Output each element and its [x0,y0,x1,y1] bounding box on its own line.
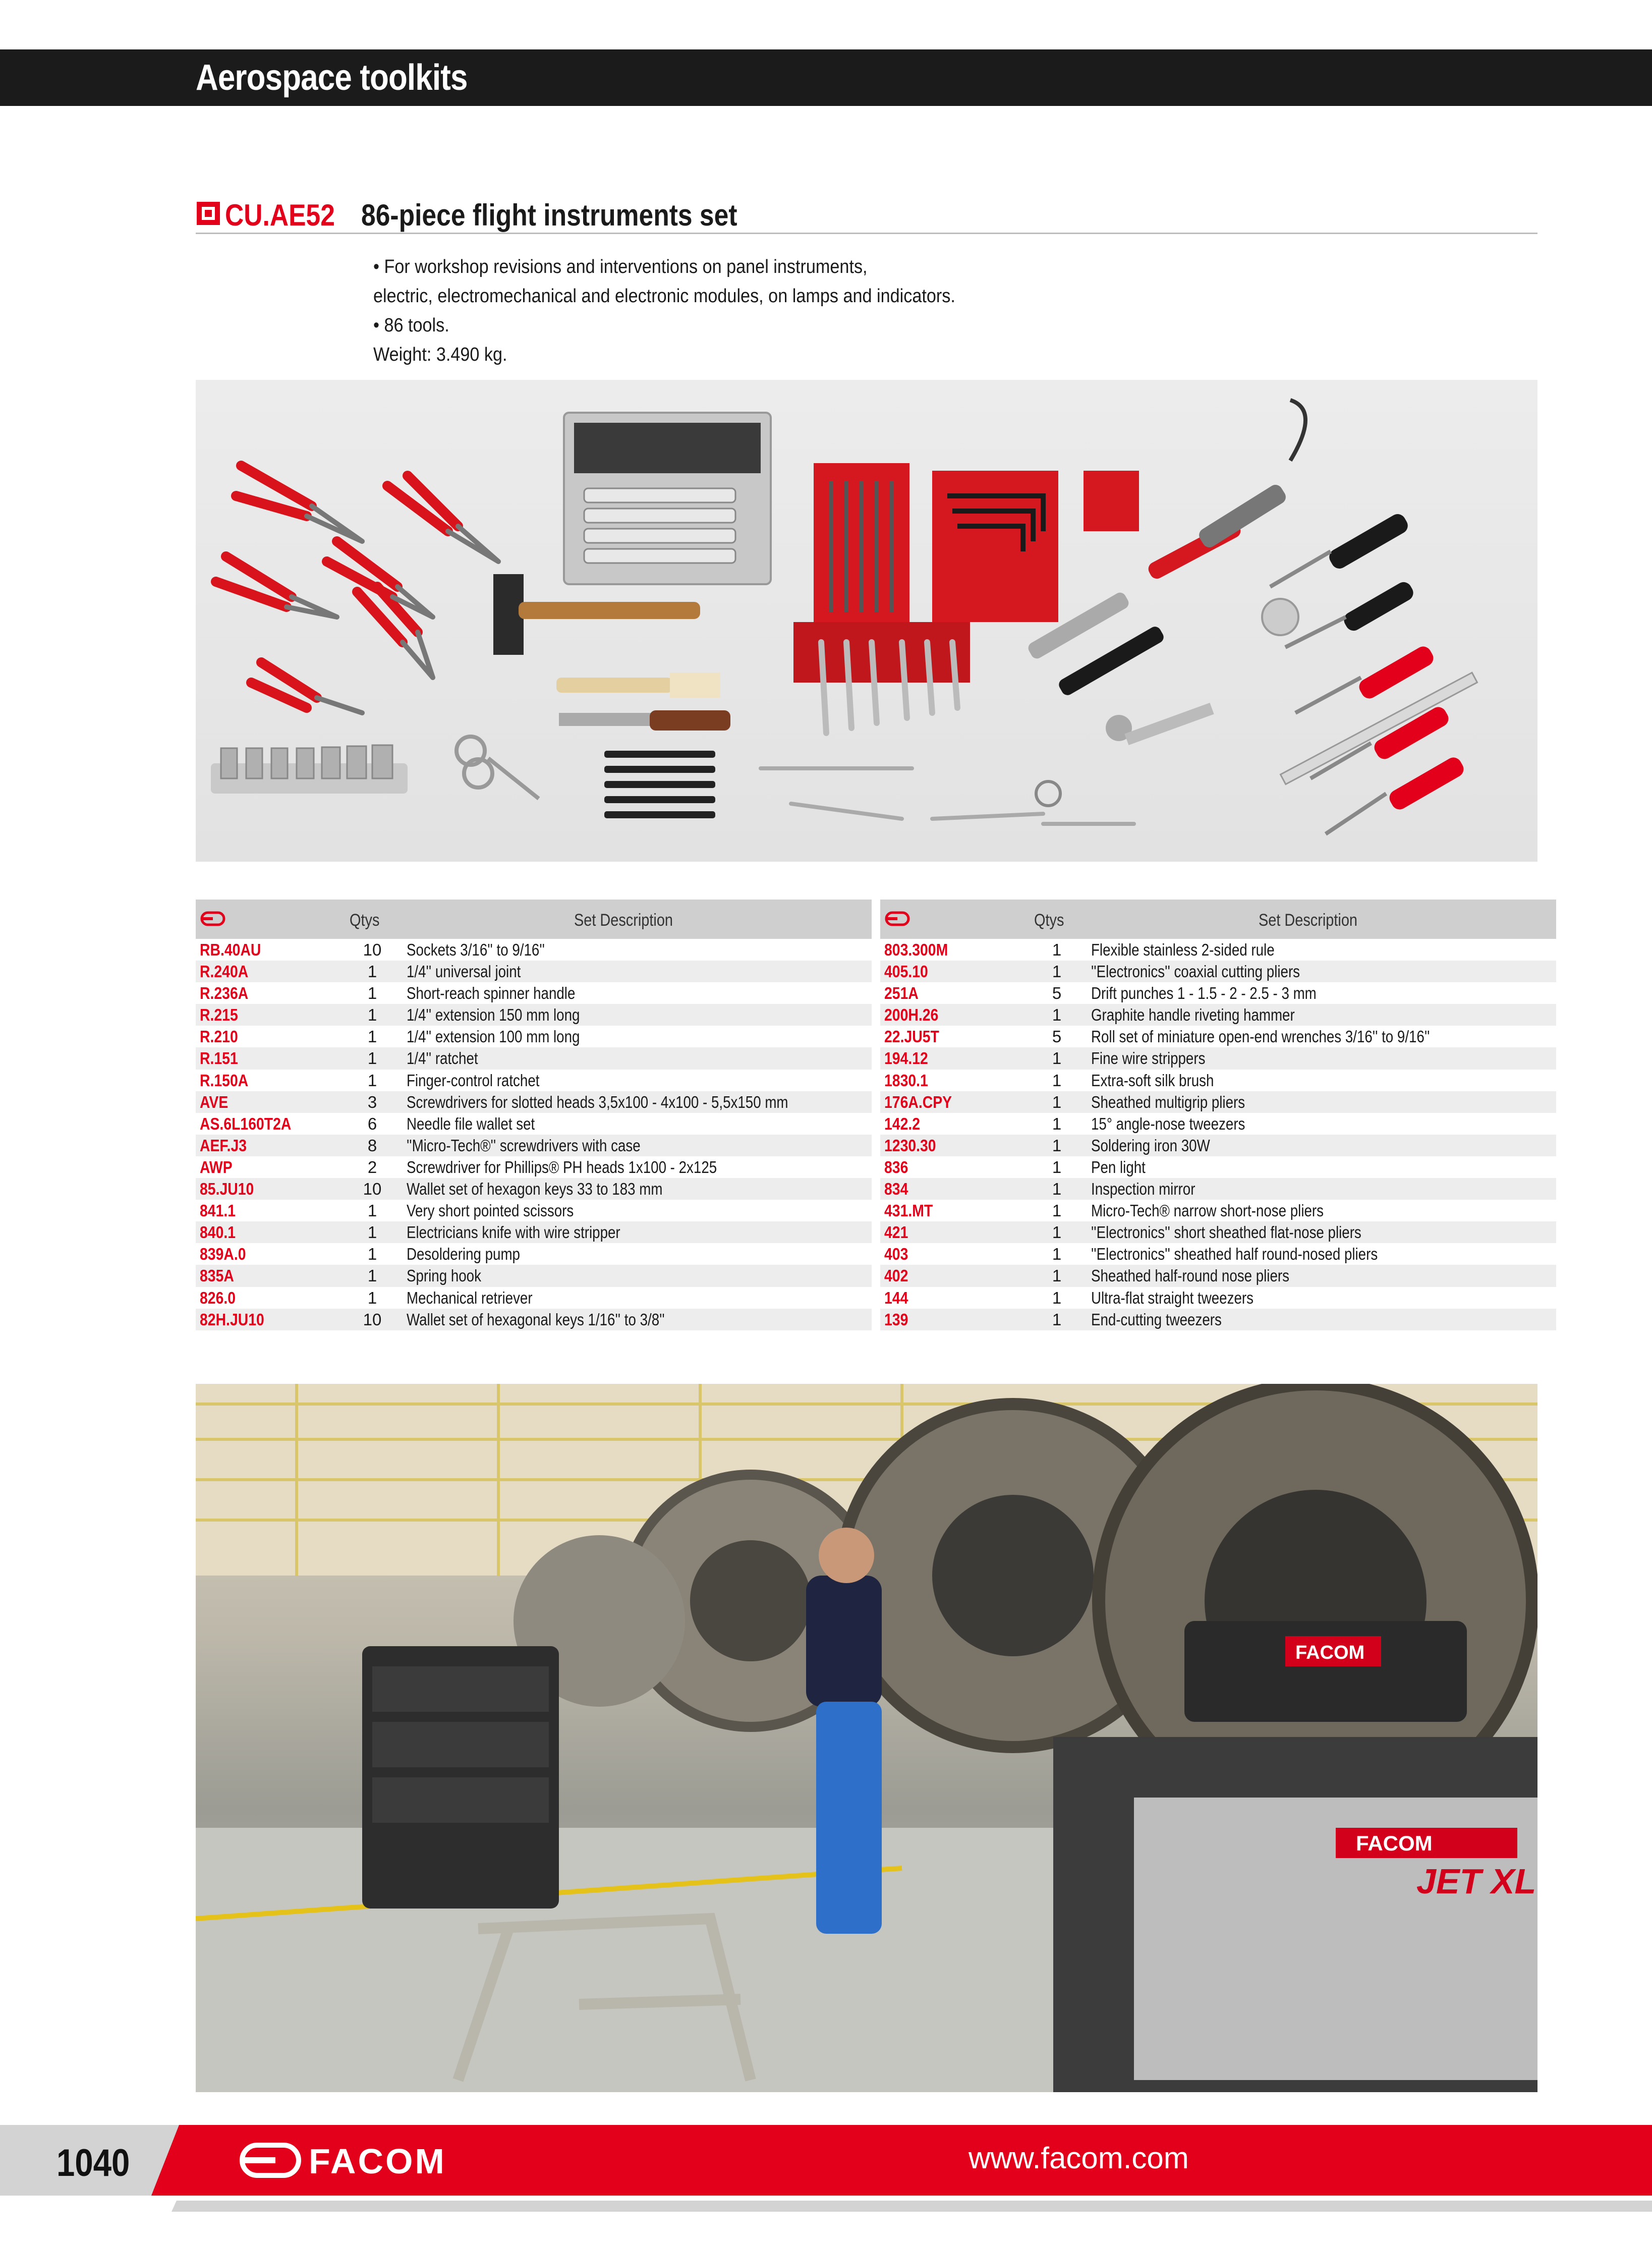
row-reference: 803.300M [884,940,948,959]
row-description: Fine wire strippers [1091,1049,1206,1068]
row-description: Screwdrivers for slotted heads 3,5x100 - 4x100 - 5,5x150 mm [407,1092,788,1111]
table-row [880,1091,1556,1113]
table-row [880,1026,1556,1047]
table-row [880,1265,1556,1286]
row-reference: AWP [200,1157,233,1176]
row-qty: 10 [363,940,382,959]
row-qty: 3 [367,1092,377,1111]
row-description: Inspection mirror [1091,1180,1195,1199]
description-line: • 86 tools. [373,315,449,336]
row-description: Sockets 3/16'' to 9/16'' [407,940,545,959]
row-reference: R.236A [200,984,249,1003]
facom-reference-icon [884,911,910,927]
row-reference: AEF.J3 [200,1136,247,1155]
table-row [880,1200,1556,1221]
row-description: Needle file wallet set [407,1114,535,1133]
row-qty: 10 [363,1310,382,1329]
table-row [196,1091,872,1113]
row-reference: 1830.1 [884,1071,928,1090]
table-row [880,1243,1556,1265]
table-row [196,1047,872,1069]
row-description: Extra-soft silk brush [1091,1071,1214,1090]
row-reference: 840.1 [200,1223,236,1242]
row-qty: 1 [367,1201,377,1220]
row-reference: 85.JU10 [200,1180,254,1199]
table-row [880,1178,1556,1200]
row-description: Wallet set of hexagon keys 33 to 183 mm [407,1180,663,1199]
row-qty: 1 [367,1049,377,1068]
row-description: Screwdriver for Phillips® PH heads 1x100 - 2x125 [407,1157,717,1176]
row-description: Spring hook [407,1266,481,1285]
tools-set-photo [196,380,1537,862]
table-row [196,1221,872,1243]
row-description: End-cutting tweezers [1091,1310,1222,1329]
row-reference: 82H.JU10 [200,1310,264,1329]
table-row [196,1156,872,1178]
table-row [196,1200,872,1221]
row-description: Desoldering pump [407,1245,520,1264]
product-title: 86-piece flight instruments set [361,198,737,232]
table-row [196,1309,872,1330]
row-qty: 1 [367,1027,377,1046]
row-reference: R.150A [200,1071,249,1090]
website-link[interactable]: www.facom.com [969,2141,1189,2175]
row-reference: 251A [884,984,919,1003]
row-description: 15° angle-nose tweezers [1091,1114,1245,1133]
row-reference: 834 [884,1180,908,1199]
row-reference: 403 [884,1245,908,1264]
description-column-header: Set Description [574,911,673,930]
row-reference: 835A [200,1266,234,1285]
table-row [880,1135,1556,1156]
page-number: 1040 [56,2142,130,2184]
row-reference: 405.10 [884,962,928,981]
row-qty: 1 [1052,1266,1062,1285]
row-reference: 176A.CPY [884,1092,952,1111]
row-description: Flexible stainless 2-sided rule [1091,940,1275,959]
table-row [196,961,872,982]
table-row [880,1309,1556,1330]
qty-column-header: Qtys [1034,911,1064,930]
row-reference: 139 [884,1310,908,1329]
table-row [196,1265,872,1286]
row-description: ''Micro-Tech®'' screwdrivers with case [407,1136,641,1155]
row-description: 1/4'' ratchet [407,1049,478,1068]
contents-table-left [196,900,872,1330]
row-qty: 1 [1052,1180,1062,1199]
row-qty: 2 [367,1157,377,1176]
row-reference: 22.JU5T [884,1027,939,1046]
row-qty: 1 [1052,1092,1062,1111]
row-qty: 6 [367,1114,377,1133]
row-qty: 1 [1052,1223,1062,1242]
table-header [880,900,1556,939]
row-qty: 1 [1052,940,1062,959]
row-reference: 144 [884,1288,908,1307]
table-row [880,982,1556,1004]
table-row [880,1004,1556,1026]
row-description: Short-reach spinner handle [407,984,576,1003]
cart-model-label: JET XL [1416,1862,1536,1901]
row-description: Drift punches 1 - 1.5 - 2 - 2.5 - 3 mm [1091,984,1317,1003]
row-description: Wallet set of hexagonal keys 1/16'' to 3/8'' [407,1310,665,1329]
row-description: Ultra-flat straight tweezers [1091,1288,1254,1307]
row-qty: 1 [1052,962,1062,981]
row-description: Mechanical retriever [407,1288,533,1307]
row-reference: 841.1 [200,1201,236,1220]
cart-brand-label: FACOM [1356,1831,1433,1855]
table-row [196,1026,872,1047]
description-column-header: Set Description [1259,911,1357,930]
row-qty: 1 [1052,1310,1062,1329]
row-description: ''Electronics'' sheathed half round-nosed pliers [1091,1245,1378,1264]
page-title: Aerospace toolkits [196,58,468,98]
table-header [196,900,872,939]
table-row [196,982,872,1004]
row-reference: RB.40AU [200,940,261,959]
row-description: 1/4'' extension 150 mm long [407,1005,580,1025]
row-description: Graphite handle riveting hammer [1091,1005,1295,1025]
table-row [880,1047,1556,1069]
row-qty: 1 [367,1223,377,1242]
row-qty: 1 [1052,1157,1062,1176]
row-qty: 5 [1052,984,1062,1003]
row-qty: 1 [1052,1071,1062,1090]
row-qty: 1 [1052,1288,1062,1307]
description-line: • For workshop revisions and interventions on panel instruments, [373,256,868,277]
red-square-bullet-icon [197,202,220,225]
row-description: Pen light [1091,1157,1146,1176]
row-qty: 5 [1052,1027,1062,1046]
row-description: ''Electronics'' coaxial cutting pliers [1091,962,1300,981]
tools-illustration [196,380,1537,862]
table-row [196,1113,872,1135]
row-qty: 1 [1052,1049,1062,1068]
row-reference: 826.0 [200,1288,236,1307]
table-row [196,939,872,961]
row-reference: 836 [884,1157,908,1176]
row-qty: 1 [1052,1201,1062,1220]
row-qty: 1 [367,1005,377,1025]
product-reference: CU.AE52 [225,198,335,232]
row-reference: AVE [200,1092,229,1111]
row-qty: 1 [367,962,377,981]
row-reference: 431.MT [884,1201,933,1220]
row-description: Roll set of miniature open-end wrenches 3/16'' to 9/16'' [1091,1027,1430,1046]
row-reference: 194.12 [884,1049,928,1068]
table-row [880,1070,1556,1091]
row-description: Sheathed multigrip pliers [1091,1092,1245,1111]
section-divider [196,233,1537,234]
row-qty: 1 [1052,1005,1062,1025]
row-reference: 421 [884,1223,908,1242]
row-reference: R.240A [200,962,249,981]
hangar-workshop-photo [196,1384,1537,2092]
facom-logo [238,2139,490,2181]
row-description: 1/4'' universal joint [407,962,521,981]
facom-logo-text: FACOM [309,2142,446,2181]
row-reference: AS.6L160T2A [200,1114,292,1133]
row-qty: 1 [367,1071,377,1090]
row-qty: 1 [1052,1136,1062,1155]
row-description: Soldering iron 30W [1091,1136,1210,1155]
row-reference: 839A.0 [200,1245,246,1264]
row-qty: 1 [367,1266,377,1285]
hangar-illustration [196,1384,1537,2092]
row-reference: 200H.26 [884,1005,939,1025]
row-description: Sheathed half-round nose pliers [1091,1266,1289,1285]
row-qty: 1 [367,1245,377,1264]
case-brand-label: FACOM [1295,1642,1365,1663]
facom-reference-icon [200,911,226,927]
row-reference: R.210 [200,1027,238,1046]
row-reference: 142.2 [884,1114,921,1133]
table-row [880,1287,1556,1309]
row-qty: 1 [1052,1114,1062,1133]
table-row [196,1070,872,1091]
row-description: Micro-Tech® narrow short-nose pliers [1091,1201,1324,1220]
table-row [880,961,1556,982]
table-row [880,939,1556,961]
row-reference: R.151 [200,1049,238,1068]
row-qty: 1 [367,1288,377,1307]
row-qty: 1 [1052,1245,1062,1264]
row-description: Very short pointed scissors [407,1201,574,1220]
description-line: electric, electromechanical and electronic modules, on lamps and indicators. [373,286,955,307]
table-row [880,1156,1556,1178]
row-qty: 10 [363,1180,382,1199]
table-row [196,1287,872,1309]
qty-column-header: Qtys [350,911,380,930]
row-description: Finger-control ratchet [407,1071,540,1090]
table-row [196,1178,872,1200]
table-row [196,1135,872,1156]
table-row [880,1221,1556,1243]
description-line: Weight: 3.490 kg. [373,344,507,365]
table-row [196,1243,872,1265]
table-row [880,1113,1556,1135]
row-description: ''Electronics'' short sheathed flat-nose pliers [1091,1223,1361,1242]
row-reference: 402 [884,1266,908,1285]
table-row [196,1004,872,1026]
contents-table-right [880,900,1556,1330]
footer-strip [172,2201,1652,2212]
row-description: Electricians knife with wire stripper [407,1223,620,1242]
row-reference: 1230.30 [884,1136,936,1155]
row-qty: 1 [367,984,377,1003]
row-description: 1/4'' extension 100 mm long [407,1027,580,1046]
row-reference: R.215 [200,1005,238,1025]
row-qty: 8 [367,1136,377,1155]
